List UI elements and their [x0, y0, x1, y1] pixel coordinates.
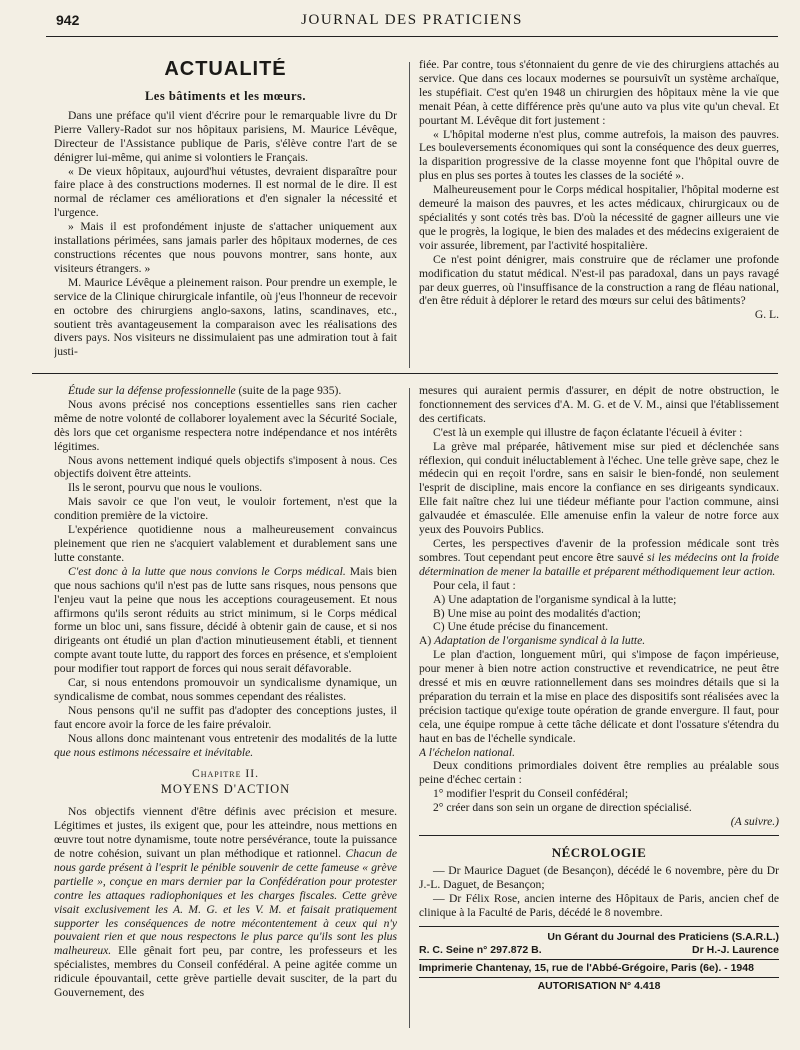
defense-intro-ref: (suite de la page 935).	[235, 384, 342, 397]
actualite-signature: G. L.	[754, 308, 779, 322]
defense-emphasis: si les médecins ont la froide détermination de mener la bataille et préparent méthodiquement leur action.	[419, 550, 779, 578]
rc-number: R. C. Seine n° 297.872 B.	[419, 943, 542, 956]
actualite-subtitle: Les bâtiments et les mœurs.	[144, 89, 307, 103]
gerant-line: Un Gérant du Journal des Praticiens (S.A.R.L.)	[547, 930, 779, 943]
necrologie-top-rule	[419, 835, 779, 836]
list-item: A) Une adaptation de l'organisme syndical à la lutte;	[433, 592, 677, 606]
subsection-letter: A)	[419, 634, 435, 648]
actualite-paragraph: « L'hôpital moderne n'est plus, comme autrefois, la maison des pauvres. Les bouleversements économiques qui sont la conséquence des deux guerres, la disparition progressive de la classe moyenne font que l'hôpital ouvre de plus en plus ses portes à toutes les classes de la société ».	[419, 127, 779, 183]
defense-paragraph: Deux conditions primordiales doivent être remplies au préalable sous peine d'échec certain :	[419, 759, 779, 787]
defense-emphasis: que nous estimons nécessaire et inévitable.	[54, 745, 254, 759]
actualite-left-column	[54, 58, 397, 370]
actualite-paragraph: Ce n'est point dénigrer, mais construire que de réclamer une profonde modification du statut médical. N'est-il pas paradoxal, dans un pays ravagé par deux guerres, où l'insuffisance de la construction a rang de fléau national, d'en être réduit à déplorer le retard des mœurs sur celui des bâtiments?	[419, 252, 779, 308]
list-item: C) Une étude précise du financement.	[433, 620, 609, 634]
defense-text: Nous allons donc maintenant vous entretenir des modalités de la lutte	[68, 731, 397, 745]
defense-text: Certes, les perspectives d'avenir de la profession médicale sont très sombres. Tout cependant peut encore être sauvé	[419, 536, 779, 564]
defense-text: Nos objectifs viennent d'être définis avec précision et mesure. Légitimes et justes, ils exigent que, pour les atteindre, nous mettions en œuvre tout notre dynamisme, toute notre persévérance, toute la puissance de notre cohésion, suivant un plan méthodique et rationnel.	[54, 805, 397, 860]
imprint-footer	[419, 931, 779, 993]
condition-item: 2° créer dans son sein un organe de direction spécialisé.	[433, 801, 692, 815]
defense-paragraph	[54, 565, 397, 676]
column-divider	[409, 388, 410, 1028]
footer-rule	[419, 977, 779, 978]
a-suivre-text: (A suivre.)	[730, 815, 779, 829]
defense-paragraph: Le plan d'action, longuement mûri, qui s'impose de façon impérieuse, pour mener à bien notre action constructive et revendicatrice, ne peut être dressé et mis en œuvre rationnellement dans ses moindres détails que si la préparation du terrain et la mise en place des dispositifs sont réalisées avec la précision tactique qu'exige toute opération de grande envergure. Il faut, pour cela, une équipe rompue à cette tâche délicate et dont l'ossature s'étendra du haut en bas de l'échelle syndicale.	[419, 648, 779, 745]
registration-row	[419, 944, 779, 957]
page-header	[46, 14, 778, 37]
defense-paragraph: Nous avons précisé nos conceptions essentielles sans rien cacher même de notre volonté de collaborer loyalement avec la Sécurité Sociale, dès lors que cet organisme respectera notre indépendance et nos intérêts légitimes.	[54, 397, 397, 453]
actualite-title: ACTUALITÉ	[164, 58, 287, 80]
defense-paragraph: La grève mal préparée, hâtivement mise sur pied et déclenchée sans réflexion, qui conduit inéluctablement à l'échec. Une telle grève sape, chez le médecin qui en reçoit l'ordre, sans en saisir le bien-fondé, non seulement l'esprit de discipline, mais encore la confiance en ses dirigeants syndicaux. Elle fait naître chez lui une tiédeur méfiante pour l'action commune, ainsi galvaudée et émasculée. Elle amenuise enfin la valeur de notre force aux yeux des Pouvoirs Publics.	[419, 439, 779, 537]
defense-paragraph	[54, 805, 397, 1000]
defense-left-column	[54, 384, 397, 1034]
defense-paragraph	[419, 537, 779, 579]
defense-intro-italic: Étude sur la défense professionnelle	[68, 384, 236, 397]
subsection-title: Adaptation de l'organisme syndical à la lutte.	[434, 634, 646, 648]
defense-emphasis: Chacun de nous garde présent à l'esprit le pénible souvenir de cette fameuse « grève partielle », conçue en mars dernier par la Confédération pour protester contre les attaques radiophoniques et les charges fiscales. Cette grève visait exclusivement les A. M. G. et les V. M. et faisait pratiquement supporter les conséquences de notre mécontentement à ceux qui n'y pouvaient rien et que nous respectons le plus parce qu'ils sont les plus malheureux.	[54, 847, 397, 958]
defense-paragraph: mesures qui auraient permis d'assurer, en dépit de notre obstruction, le fonctionnement des services d'A. M. G. et de V. M., ainsi que l'établissement des certificats.	[419, 384, 779, 425]
echelon-heading	[419, 746, 779, 760]
necrologie-bottom-rule	[419, 926, 779, 927]
defense-paragraph: Pour cela, il faut :	[433, 578, 516, 592]
condition-item: 1° modifier l'esprit du Conseil confédéral;	[433, 787, 629, 801]
column-divider	[409, 62, 410, 368]
defense-paragraph: Nous avons nettement indiqué quels objectifs s'imposent à nous. Ces objectifs doivent être atteints.	[54, 453, 397, 481]
defense-right-column	[419, 384, 779, 1044]
necrologie-entry: — Dr Félix Rose, ancien interne des Hôpitaux de Paris, ancien chef de clinique à la Faculté de Paris, décédé le 8 novembre.	[419, 891, 779, 919]
defense-paragraph: C'est là un exemple qui illustre de façon éclatante l'écueil à éviter :	[433, 425, 743, 439]
necrologie-title: NÉCROLOGIE	[551, 845, 647, 860]
actualite-paragraph: Malheureusement pour le Corps médical hospitalier, l'hôpital moderne est demeuré la maison des pauvres, et les actes médicaux, chirurgicaux ou de spécialités y sont cotés très bas. D'où la nécessité de gagner ailleurs une vie que le progrès, la logique, le bien des malades et des médecins exigeraient de voir assurée, librement, par l'activité hospitalière.	[419, 183, 779, 252]
actualite-paragraph: Dans une préface qu'il vient d'écrire pour le remarquable livre du Dr Pierre Vallery-Radot sur nos hôpitaux parisiens, M. Maurice Lévêque, Directeur de l'Assistance publique de Paris, s'élève contre l'art de se dénigrer lui-même, qui anime si volontiers le Français.	[54, 108, 397, 164]
actualite-paragraph: M. Maurice Lévêque a pleinement raison. Pour prendre un exemple, le service de la Clinique chirurgicale infantile, où j'eus l'honneur de recevoir en octobre des chirurgiens anglo-saxons, latins, scandinaves, etc., soutient très avantageusement la comparaison avec les réalisations des divers pays. Nos visiteurs ne dissimulaient pas une admiration tout à fait justi-	[54, 275, 397, 359]
journal-title: JOURNAL DES PRATICIENS	[301, 12, 523, 28]
autorisation-line: AUTORISATION N° 4.418	[537, 979, 661, 992]
list-item: B) Une mise au point des modalités d'action;	[433, 606, 641, 620]
necrologie-entry: — Dr Maurice Daguet (de Besançon), décédé le 6 novembre, père du Dr J.-L. Daguet, de Besançon;	[419, 863, 779, 891]
subsection-heading	[419, 634, 779, 648]
defense-paragraph: Mais savoir ce que l'on veut, le vouloir fortement, n'est que la condition première de la victoire.	[54, 495, 397, 523]
a-suivre	[419, 815, 779, 829]
defense-emphasis: C'est donc à la lutte que nous convions le Corps médical.	[68, 564, 346, 578]
section-divider	[32, 373, 778, 374]
defense-paragraph	[54, 732, 397, 760]
actualite-paragraph: fiée. Par contre, tous s'étonnaient du genre de vie des chirurgiens attachés au service. Que dans ces locaux modernes se poursuivît un système archaïque, les stupéfiait. C'est qu'en 1948 un chirurgien des hôpitaux mène la vie que menait Péan, à cette différence près qu'une auto va plus vite qu'un cheval. Et pourtant M. Lévêque dit fort justement :	[419, 58, 779, 127]
footer-rule	[419, 959, 779, 960]
imprimerie-line: Imprimerie Chantenay, 15, rue de l'Abbé-Grégoire, Paris (6e). - 1948	[419, 961, 754, 974]
defense-text: Elle gênait fort peu, par contre, les professeurs et les spécialistes, membres du Conseil confédéral. A peine agitée comme un ridicule épouvantail, cette grève partielle devait susciter, de la part du Gouvernement, des	[54, 944, 397, 1000]
echelon-text: A l'échelon national.	[419, 745, 515, 759]
defense-paragraph: Ils le seront, pourvu que nous le voulions.	[68, 481, 263, 495]
actualite-paragraph: « De vieux hôpitaux, aujourd'hui vétustes, devraient disparaître pour faire place à des constructions modernes. Il est normal de le dire. Il est normal de réclamer ces améliorations et d'en signaler la nécessité et l'urgence.	[54, 164, 397, 220]
page-number: 942	[56, 12, 80, 28]
chapter-title: MOYENS D'ACTION	[160, 782, 291, 797]
defense-paragraph: Nous pensons qu'il ne suffit pas d'adopter des conceptions justes, il faut encore avoir la force de les faire prévaloir.	[54, 703, 397, 731]
actualite-right-column	[419, 58, 779, 370]
actualite-paragraph: » Mais il est profondément injuste de s'attacher uniquement aux installations périmées, sans jamais parler des hôpitaux modernes, de ces constructions récentes que nous pouvons montrer, sans honte, aux visiteurs étrangers. »	[54, 220, 397, 275]
defense-text: Mais bien que nous sachions qu'il n'est pas de lutte sans risques, nous pensons que l'enjeu vaut la peine que nous les acceptions courageusement. Et nous affirmons qu'ils seront réduits au strict minimum, si le Corps médical forme un bloc uni, sans fissure, décidé à obtenir gain de cause, et si nos dirigeants ont étudié un plan d'action minutieusement établi, et tiennent compte avant toute lutte, du rapport des forces en présence, et s'emploient pour modifier tout rapport de forces qui nous serait défavorable.	[54, 564, 397, 676]
defense-intro	[54, 384, 397, 398]
defense-paragraph: Car, si nous entendons promouvoir un syndicalisme dynamique, un syndicalisme de combat, nous sommes cependant des réalistes.	[54, 676, 397, 703]
defense-paragraph: L'expérience quotidienne nous a malheureusement convaincus pleinement que rien ne s'acquiert valablement et durablement sans une lutte constante.	[54, 523, 397, 564]
director-name: Dr H.-J. Laurence	[692, 943, 779, 956]
chapter-label: Chapitre II.	[191, 767, 260, 781]
